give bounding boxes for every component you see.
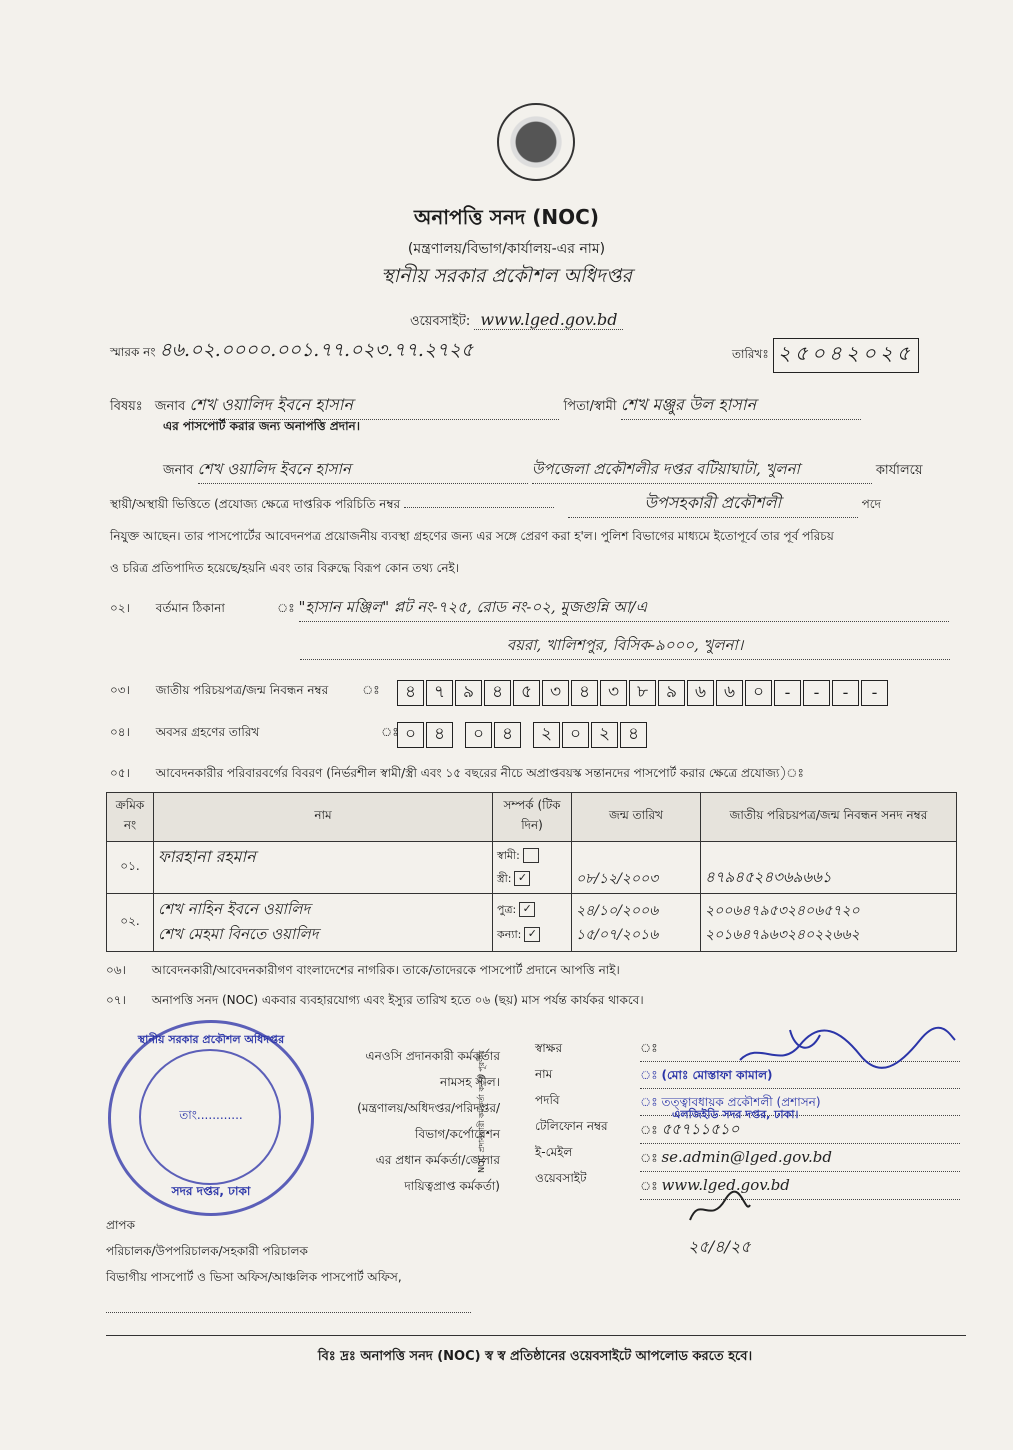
recipient-line2: বিভাগীয় পাসপোর্ট ও ভিসা অফিস/আঞ্চলিক পাসপোর্ট অফিস, [106, 1270, 402, 1284]
table-header-row [107, 793, 957, 842]
date-value: ২৫০৪২০২৫ [773, 338, 919, 373]
address-row [110, 596, 960, 622]
retire-box: ৪ [620, 722, 647, 748]
mr-label: জনাব [154, 399, 186, 414]
office-round-stamp [108, 1020, 314, 1216]
officer-desc-line: দায়িত্বপ্রাপ্ত কর্মকর্তা) [404, 1179, 500, 1193]
nid-box: ৯ [658, 680, 685, 706]
footer-note: বিঃ দ্রঃ অনাপত্তি সনদ (NOC) স্ব স্ব প্রতিষ্ঠানের ওয়েবসাইটে আপলোড করতে হবে। [317, 1349, 753, 1364]
sig-field-label: নাম [535, 1067, 553, 1081]
nid-row-label: ০৩। জাতীয় পরিচয়পত্র/জন্ম নিবন্ধন নম্বর ঃ [110, 683, 380, 697]
office-post: উপজেলা প্রকৌশলীর দপ্তর বটিয়াঘাটা, খুলনা [532, 458, 872, 484]
nid-box: - [861, 680, 888, 706]
recipient-block [106, 1212, 506, 1313]
row-dob: ০৮/১২/২০০৩ [576, 871, 659, 887]
subject-line2: এর পাসপোর্ট করার জন্য অনাপত্তি প্রদান। [163, 419, 361, 433]
nid-box: ৫ [513, 680, 540, 706]
nid-box: - [774, 680, 801, 706]
col-header: ক্রমিক নং [107, 793, 154, 842]
item02-label: বর্তমান ঠিকানা [155, 601, 225, 615]
address-line1: "হাসান মঞ্জিল" প্লট নং-৭২৫, রোড নং-০২, মুজগুন্নি আ/এ [299, 596, 949, 622]
memo-row [110, 336, 473, 368]
sig-value-website: ঃ www.lged.gov.bd [640, 1172, 960, 1200]
item06-no: ০৬। [106, 963, 126, 977]
document-title: অনাপত্তি সনদ (NOC) [414, 205, 599, 229]
nid-box: ৩ [542, 680, 569, 706]
office-suffix: কার্যালয়ে [875, 463, 923, 478]
nid-box: ৯ [455, 680, 482, 706]
retire-box: ০ [397, 722, 424, 748]
para2: ও চরিত্র প্রতিপাদিত হয়েছে/হয়নি এবং তার বিরুদ্ধে বিরূপ কোন তথ্য নেই। [110, 561, 460, 575]
designation: উপসহকারী প্রকৌশলী [568, 490, 858, 518]
item05-no: ০৫। [110, 766, 130, 780]
retire-box: ০ [465, 722, 492, 748]
row-name: ফারহানা রহমান [154, 842, 493, 894]
officer-desc-line: এর প্রধান কর্মকর্তা/জেলার [375, 1153, 500, 1167]
col-header: সম্পর্ক (টিক দিন) [493, 793, 572, 842]
col-header: জন্ম তারিখ [572, 793, 701, 842]
rel-option: পুত্র: ✓ [497, 901, 567, 920]
row-name: শেখ নাহিন ইবনে ওয়ালিদ [158, 899, 311, 918]
nid-box: ০ [745, 680, 772, 706]
table-row [107, 894, 957, 952]
item06-row [106, 962, 966, 982]
official-seal-text: এলজিইডি সদর দপ্তর, ঢাকা। [672, 1108, 799, 1121]
address-line2: বয়রা, খালিশপুর, বিসিক-৯০০০, খুলনা। [300, 634, 950, 660]
col-header: নাম [154, 793, 493, 842]
father-name: শেখ মঞ্জুর উল হাসান [621, 392, 861, 420]
item02-no: ০২। [110, 601, 130, 615]
item07-text: অনাপত্তি সনদ (NOC) একবার ব্যবহারযোগ্য এবং ইস্যুর তারিখ হতে ০৬ (ছয়) মাস পর্যন্ত কার্যকর থাকবে। [151, 993, 644, 1007]
sig-value-designation: ঃ তত্ত্বাবধায়ক প্রকৌশলী (প্রশাসন) [640, 1089, 960, 1116]
sig-field-label: ওয়েবসাইট [535, 1171, 587, 1185]
item07-no: ০৭। [106, 993, 126, 1007]
row-id: ২০১৬৪৭৯৬৩২৪০২২৬৬২ [705, 926, 860, 943]
subject-row [110, 392, 960, 420]
nid-box: ৩ [600, 680, 627, 706]
government-emblem-icon [497, 103, 575, 181]
rel-option: স্বামী: [497, 847, 567, 866]
nid-box: ৪ [571, 680, 598, 706]
item07-row [106, 992, 966, 1012]
sig-value-signature: ঃ [640, 1035, 960, 1062]
permanent-text: স্থায়ী/অস্থায়ী ভিত্তিতে (প্রযোজ্য ক্ষেত্রে দাপ্তরিক পরিচিতি নম্বর [110, 497, 401, 511]
item04-label: অবসর গ্রহণের তারিখ [155, 725, 260, 739]
officer-desc-line: এনওসি প্রদানকারী কর্মকর্তার [365, 1049, 500, 1063]
round-stamp-bottom: সদর দপ্তর, ঢাকা [171, 1184, 251, 1198]
retire-box: ০ [562, 722, 589, 748]
nid-box: ৬ [687, 680, 714, 706]
father-label: পিতা/স্বামী [563, 399, 617, 414]
date-row [732, 338, 919, 373]
sig-field-label: ই-মেইল [535, 1145, 573, 1159]
retire-box: ৪ [494, 722, 521, 748]
item03-label: জাতীয় পরিচয়পত্র/জন্ম নিবন্ধন নম্বর [155, 683, 329, 697]
item05-label: আবেদনকারীর পরিবারবর্গের বিবরণ (নির্ভরশীল স্বামী/স্ত্রী এবং ১৫ বছরের নীচে অপ্রাপ্তবয়স্ক সন্তানদের পাসপোর্ট করার ক্ষেত্রে প্রযোজ্য)ঃ [155, 766, 804, 780]
office-name: স্থানীয় সরকার প্রকৌশল অধিদপ্তর [381, 265, 632, 287]
memo-value: ৪৬.০২.০০০০.০০১.৭৭.০২৩.৭৭.২৭২৫ [159, 339, 474, 361]
nid-box: - [832, 680, 859, 706]
para1: নিযুক্ত আছেন। তার পাসপোর্টের আবেদনপত্র প্রয়োজনীয় ব্যবস্থা গ্রহণের জন্য এর সঙ্গে প্রেরণ করা হ'ল। পুলিশ বিভাগের মাধ্যমে ইতোপূর্বে তার পূর্ব পরিচয় [110, 529, 834, 543]
family-row-label [110, 765, 970, 785]
subject-label: বিষয়ঃ [110, 399, 143, 414]
item04-no: ০৪। [110, 725, 130, 739]
sig-value-name: ঃ (মোঃ মোস্তাফা কামাল) [640, 1062, 960, 1089]
row-sl: ০১. [107, 842, 154, 894]
permanent-row [110, 490, 970, 518]
nid-box: ৮ [629, 680, 656, 706]
row-dob: ২৪/১০/২০০৬ [576, 902, 659, 919]
website-value: www.lged.gov.bd [474, 310, 623, 330]
rel-checkbox[interactable]: ✓ [524, 927, 540, 942]
rel-option: কন্যা: ✓ [497, 926, 567, 945]
signature-fields [535, 1035, 608, 1191]
footer-divider [106, 1335, 966, 1336]
nid-box: - [803, 680, 830, 706]
document-subtitle: (মন্ত্রণালয়/বিভাগ/কার্যালয়-এর নাম) [407, 241, 606, 257]
website-row [410, 310, 623, 333]
post-suffix: পদে [861, 497, 881, 511]
col-header: জাতীয় পরিচয়পত্র/জন্ম নিবন্ধন সনদ নম্বর [701, 793, 957, 842]
sig-field-label: স্বাক্ষর [535, 1041, 563, 1055]
officer-desc-line: (মন্ত্রণালয়/অধিদপ্তর/পরিদপ্তর/ [357, 1101, 500, 1115]
applicant-name-2: শেখ ওয়ালিদ ইবনে হাসান [198, 458, 528, 484]
retire-date-boxes [397, 722, 659, 748]
family-table [106, 792, 957, 952]
row-sl: ০২. [107, 894, 154, 952]
nid-box: ৪ [484, 680, 511, 706]
website-label: ওয়েবসাইট: [410, 314, 471, 329]
sig-field-label: টেলিফোন নম্বর [535, 1119, 608, 1133]
row-dob: ১৫/০৭/২০১৬ [576, 926, 659, 943]
round-stamp-date: তাং............ [179, 1108, 243, 1122]
officer-desc-line: বিভাগ/কর্পোরেশন [415, 1127, 500, 1141]
sig-value-email: ঃ se.admin@lged.gov.bd [640, 1144, 960, 1172]
recipient-label: প্রাপক [106, 1218, 135, 1232]
rel-option: স্ত্রী: ✓ [497, 870, 567, 889]
retire-row-label [110, 724, 399, 744]
mr-row [163, 458, 963, 484]
rel-checkbox[interactable]: ✓ [519, 902, 535, 917]
nid-box: ৪ [397, 680, 424, 706]
row-name: শেখ মেহমা বিনতে ওয়ালিদ [158, 924, 319, 943]
nid-boxes [397, 680, 890, 706]
nid-box: ৭ [426, 680, 453, 706]
item06-text: আবেদনকারী/আবেদনকারীগণ বাংলাদেশের নাগরিক। তাকে/তাদেরকে পাসপোর্ট প্রদানে আপত্তি নাই। [151, 963, 620, 977]
applicant-name: শেখ ওয়ালিদ ইবনে হাসান [189, 392, 559, 420]
retire-box: ২ [533, 722, 560, 748]
table-row [107, 842, 957, 894]
rel-checkbox[interactable]: ✓ [514, 871, 530, 886]
recipient-line1: পরিচালক/উপপরিচালক/সহকারী পরিচালক [106, 1244, 308, 1258]
officer-description [300, 1043, 500, 1199]
sig-field-label: পদবি [535, 1093, 560, 1107]
officer-desc-line: নামসহ সীল। [440, 1075, 500, 1089]
memo-label: স্মারক নং [110, 345, 156, 359]
sig-value-phone: ঃ ৫৫৭১১৫১০ [640, 1116, 960, 1144]
date-label: তারিখঃ [732, 346, 769, 361]
retire-box: ৪ [426, 722, 453, 748]
initial-signature-icon [680, 1190, 760, 1230]
retire-box: ২ [591, 722, 618, 748]
row-id: ২০০৬৪৭৯৫৩২৪০৬৫৭২০ [705, 902, 860, 919]
vertical-note: NOC প্রদানকারী কর্মকর্তা কর্তৃক পূরণীয় [477, 1050, 486, 1173]
nid-box: ৬ [716, 680, 743, 706]
round-stamp-text: স্থানীয় সরকার প্রকৌশল অধিদপ্তর [137, 1033, 285, 1046]
mr-label-2: জনাব [163, 463, 194, 478]
initial-date: ২৫/৪/২৫ [688, 1237, 751, 1256]
row-id: ৪৭৯৪৫২৪৩৬৯৬৬১ [705, 868, 832, 886]
rel-checkbox[interactable] [523, 848, 539, 863]
officer-signature-icon [730, 1010, 960, 1080]
item03-no: ০৩। [110, 683, 130, 697]
